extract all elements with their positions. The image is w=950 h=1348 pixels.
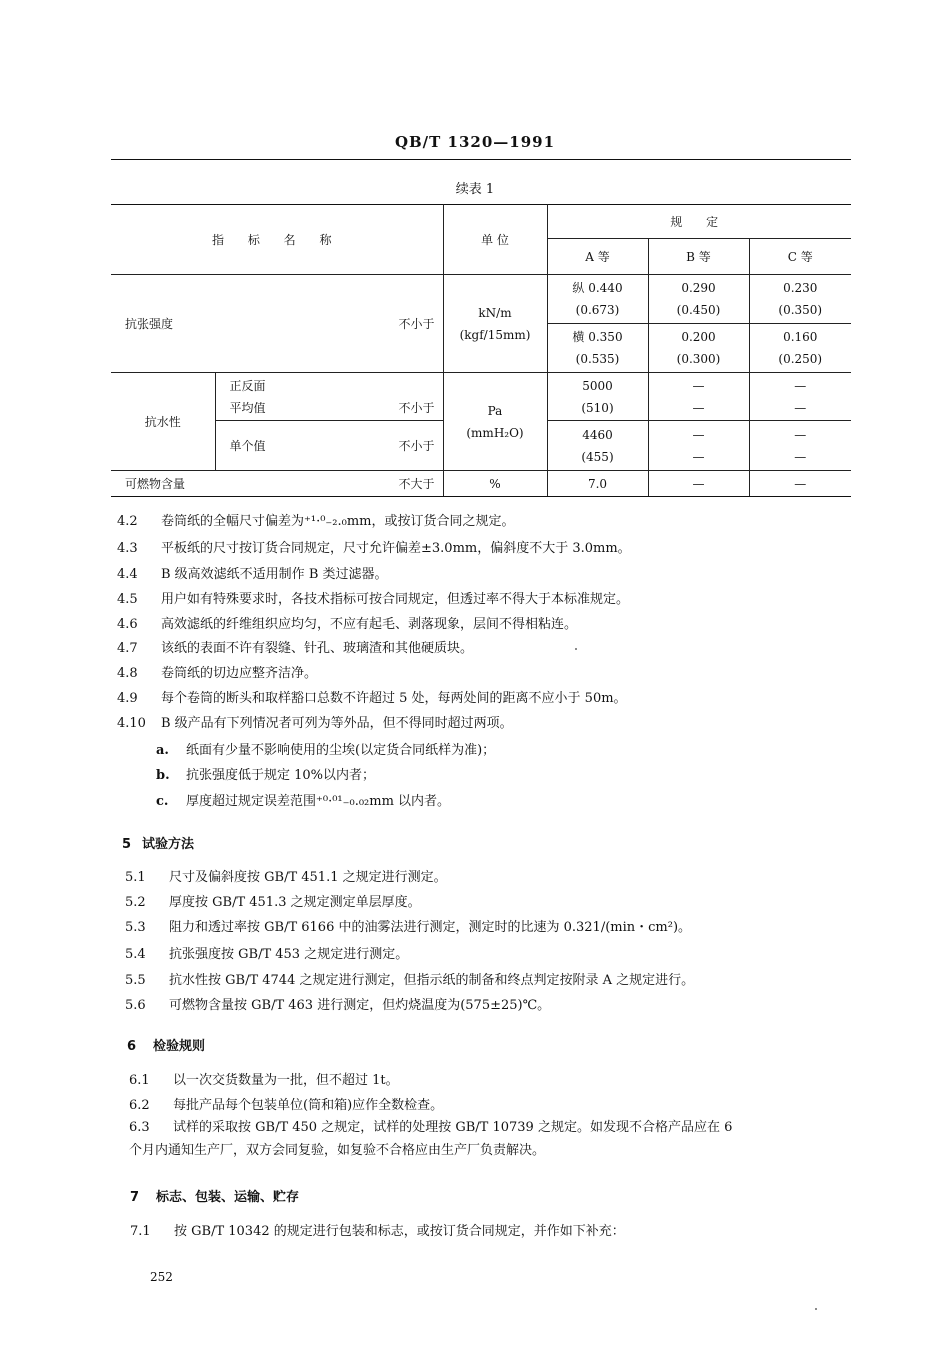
water-a-1: 5000 (510) <box>547 373 648 421</box>
col-name-header: 指 标 名 称 <box>111 205 443 275</box>
water-unit: Pa (mmH₂O) <box>443 373 547 471</box>
water-c-2: — — <box>749 421 851 471</box>
water-single-label: 单个值 不小于 <box>215 421 443 471</box>
combust-a: 7.0 <box>547 471 648 497</box>
water-avg-label: 正反面 平均值 不小于 <box>215 373 443 421</box>
water-b-2: — — <box>648 421 749 471</box>
standard-code-header: QB/T 1320—1991 <box>394 133 556 151</box>
clause-4-6: 4.6 高效滤纸的纤维组织应均匀，不应有起毛、剥落现象，层间不得相粘连。 <box>117 617 578 632</box>
combust-unit: % <box>443 471 547 497</box>
grade-a-header: A 等 <box>547 239 648 275</box>
clause-5-6: 5.6 可燃物含量按 GB/T 463 进行测定，但灼烧温度为(575±25)℃。 <box>125 998 551 1013</box>
grade-c-header: C 等 <box>749 239 851 275</box>
tensile-c-2: 0.160 (0.250) <box>749 324 851 373</box>
page-number: 252 <box>150 1270 173 1284</box>
clause-5-5: 5.5 抗水性按 GB/T 4744 之规定进行测定，但指示纸的制备和终点判定按附录 A 之规定进行。 <box>125 973 695 988</box>
col-unit-header: 单 位 <box>443 205 547 275</box>
header-rule <box>111 159 851 160</box>
clause-6-3-continued: 个月内通知生产厂，双方会同复验，如复验不合格应由生产厂负责解决。 <box>129 1143 546 1158</box>
spec-table <box>111 204 851 497</box>
clause-4-2: 4.2 卷筒纸的全幅尺寸偏差为⁺¹·⁰₋₂.₀mm，或按订货合同之规定。 <box>117 514 515 529</box>
tensile-label: 抗张强度 不小于 <box>111 275 443 373</box>
clause-6-2: 6.2 每批产品每个包装单位(筒和箱)应作全数检查。 <box>129 1098 444 1113</box>
section-6-title: 6 检验规则 <box>127 1039 206 1054</box>
clause-4-3: 4.3 平板纸的尺寸按订货合同规定，尺寸允许偏差±3.0mm，偏斜度不大于 3.0mm。 <box>117 541 631 556</box>
col-spec-header: 规 定 <box>547 205 851 239</box>
combust-label: 可燃物含量 不大于 <box>111 471 443 497</box>
water-a-2: 4460 (455) <box>547 421 648 471</box>
combust-c: — <box>749 471 851 497</box>
combust-b: — <box>648 471 749 497</box>
tensile-b-2: 0.200 (0.300) <box>648 324 749 373</box>
clause-6-1: 6.1 以一次交货数量为一批，但不超过 1t。 <box>129 1073 399 1088</box>
clause-5-3: 5.3 阻力和透过率按 GB/T 6166 中的油雾法进行测定，测定时的比速为 0.321/(min・cm²)。 <box>125 920 692 935</box>
subclause-b: b. 抗张强度低于规定 10%以内者； <box>156 768 376 783</box>
tensile-a-2: 横 0.350 (0.535) <box>547 324 648 373</box>
subclause-c: c. 厚度超过规定误差范围⁺⁰·⁰¹₋₀.₀₂mm 以内者。 <box>156 794 451 809</box>
clause-4-8: 4.8 卷筒纸的切边应整齐洁净。 <box>117 666 318 681</box>
table-caption: 续表 1 <box>455 182 495 197</box>
subclause-a: a. 纸面有少量不影响使用的尘埃(以定货合同纸样为准)； <box>156 743 496 758</box>
tensile-b-1: 0.290 (0.450) <box>648 275 749 324</box>
scan-speck <box>575 648 577 650</box>
clause-6-3: 6.3 试样的采取按 GB/T 450 之规定，试样的处理按 GB/T 10739 之规定。如发现不合格产品应在 6 <box>129 1120 733 1135</box>
tensile-c-1: 0.230 (0.350) <box>749 275 851 324</box>
water-b-1: — — <box>648 373 749 421</box>
water-label: 抗水性 <box>111 373 215 471</box>
tensile-a-1: 纵 0.440 (0.673) <box>547 275 648 324</box>
water-c-1: — — <box>749 373 851 421</box>
clause-7-1: 7.1 按 GB/T 10342 的规定进行包装和标志，或按订货合同规定，并作如下补充： <box>130 1224 625 1239</box>
grade-b-header: B 等 <box>648 239 749 275</box>
clause-5-1: 5.1 尺寸及偏斜度按 GB/T 451.1 之规定进行测定。 <box>125 870 447 885</box>
clause-4-4: 4.4 B 级高效滤纸不适用制作 B 类过滤器。 <box>117 567 388 582</box>
clause-4-10: 4.10 B 级产品有下列情况者可列为等外品，但不得同时超过两项。 <box>117 716 513 731</box>
clause-5-4: 5.4 抗张强度按 GB/T 453 之规定进行测定。 <box>125 947 409 962</box>
section-5-title: 5 试验方法 <box>122 837 195 852</box>
clause-5-2: 5.2 厚度按 GB/T 451.3 之规定测定单层厚度。 <box>125 895 421 910</box>
clause-4-5: 4.5 用户如有特殊要求时，各技术指标可按合同规定，但透过率不得大于本标准规定。 <box>117 592 630 607</box>
clause-4-9: 4.9 每个卷筒的断头和取样豁口总数不许超过 5 处，每两处间的距离不应小于 50m。 <box>117 691 627 706</box>
section-7-title: 7 标志、包装、运输、贮存 <box>130 1190 300 1205</box>
tensile-unit: kN/m (kgf/15mm) <box>443 275 547 373</box>
clause-4-7: 4.7 该纸的表面不许有裂缝、针孔、玻璃渣和其他硬质块。 <box>117 641 474 656</box>
scan-speck <box>815 1308 817 1310</box>
